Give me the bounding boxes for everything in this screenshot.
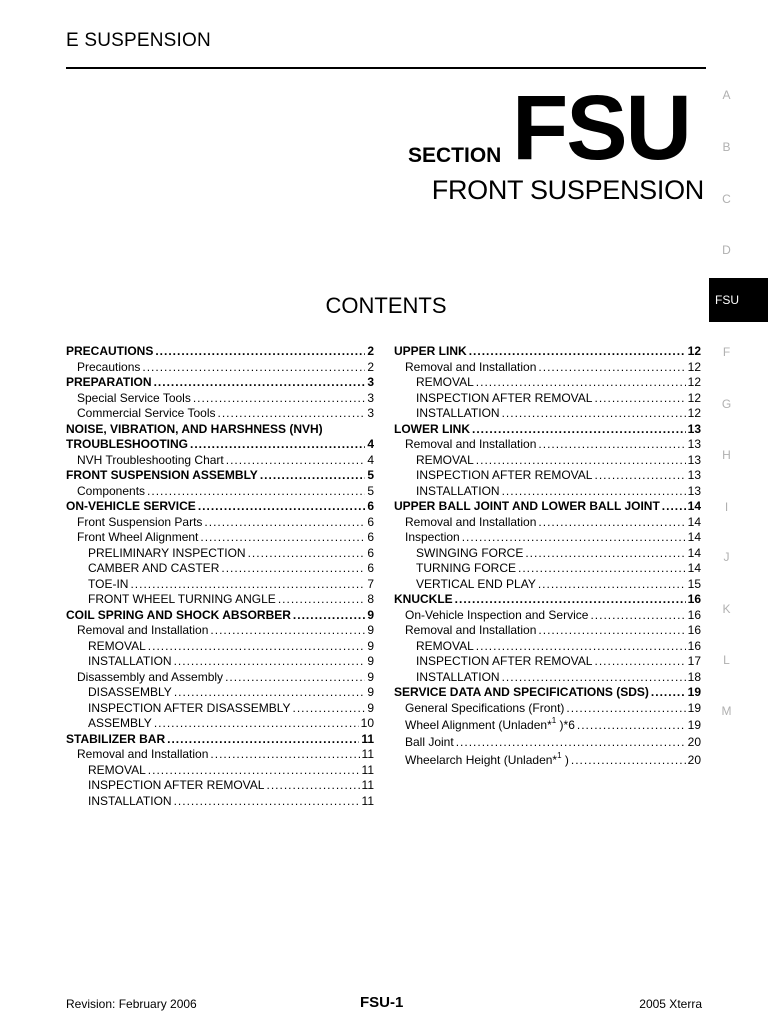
toc-entry[interactable] [394, 375, 701, 391]
dot-leader [502, 406, 686, 422]
toc-page-number: 9 [367, 685, 374, 699]
toc-page-number: 13 [687, 468, 701, 482]
toc-page-number: 3 [367, 375, 374, 389]
dot-leader [174, 794, 360, 810]
toc-entry-label: On-Vehicle Inspection and Service [405, 607, 589, 622]
dot-leader [518, 561, 686, 577]
toc-entry-label: Wheel Alignment (Unladen*$^1$ )*6 [405, 716, 575, 732]
dot-leader [571, 752, 686, 769]
toc-page-number: 9 [367, 638, 374, 653]
toc-entry-label: REMOVAL [88, 638, 146, 653]
toc-entry[interactable] [394, 670, 701, 686]
toc-page-number: 17 [687, 654, 701, 668]
dot-leader [662, 499, 686, 515]
toc-entry-label: INSTALLATION [416, 483, 500, 498]
toc-entry-label: Ball Joint [405, 735, 454, 749]
toc-page-number: 15 [687, 576, 701, 591]
toc-entry[interactable] [394, 685, 701, 701]
side-tab[interactable]: B [722, 140, 731, 154]
dot-leader [566, 701, 685, 717]
toc-page-number: 19 [687, 718, 701, 732]
toc-entry-label: FRONT WHEEL TURNING ANGLE [88, 592, 276, 606]
toc-entry-label: INSPECTION AFTER REMOVAL [416, 654, 593, 668]
dot-leader [148, 639, 366, 655]
toc-left-column [66, 344, 374, 809]
toc-page-number: 13 [687, 437, 701, 451]
toc-page-number: 9 [367, 654, 374, 668]
toc-entry[interactable] [66, 794, 374, 810]
toc-entry[interactable] [66, 344, 374, 360]
footer-page-id: FSU-1 [360, 994, 404, 1011]
toc-entry[interactable] [66, 391, 374, 407]
toc-entry-label: REMOVAL [416, 452, 474, 467]
dot-leader [577, 717, 686, 734]
page-header-title: E SUSPENSION [66, 30, 211, 51]
side-tab[interactable]: L [723, 653, 730, 667]
toc-page-number: 6 [367, 514, 374, 529]
toc-page-number: 16 [687, 623, 701, 637]
toc-entry-label: Removal and Installation [405, 623, 537, 637]
toc-entry[interactable] [394, 437, 701, 453]
toc-entry-label: TROUBLESHOOTING [66, 437, 188, 451]
toc-page-number: 13 [687, 483, 701, 498]
footnote-marker: 1 [551, 716, 557, 725]
toc-entry-label: STABILIZER BAR [66, 731, 166, 746]
dot-leader [476, 639, 686, 655]
section-name: FRONT SUSPENSION [431, 175, 704, 205]
toc-entry[interactable] [394, 360, 701, 376]
toc-page-number: 5 [367, 483, 374, 498]
dot-leader [462, 530, 686, 546]
dot-leader [590, 608, 685, 624]
dot-leader [469, 344, 686, 360]
toc-entry[interactable] [394, 608, 701, 624]
toc-entry-label: SERVICE DATA AND SPECIFICATIONS (SDS) [394, 685, 649, 699]
dot-leader [190, 437, 365, 453]
toc-entry-label: VERTICAL END PLAY [416, 576, 536, 591]
toc-entry[interactable] [66, 592, 374, 608]
footnote-marker: 1 [557, 750, 562, 760]
toc-entry-label: NVH Troubleshooting Chart [77, 452, 224, 467]
dot-leader [154, 716, 359, 732]
dot-leader [651, 685, 686, 701]
toc-entry-label: General Specifications (Front) [405, 700, 565, 715]
side-tab-active[interactable]: FSU [709, 278, 768, 322]
toc-entry-label: TURNING FORCE [416, 561, 516, 575]
toc-entry-label: REMOVAL [88, 762, 146, 777]
dot-leader [293, 701, 366, 717]
toc-entry[interactable] [66, 453, 374, 469]
toc-entry-label: INSPECTION AFTER REMOVAL [88, 778, 265, 792]
header-rule [66, 67, 706, 69]
dot-leader [193, 391, 365, 407]
dot-leader [147, 484, 365, 500]
toc-page-number: 12 [687, 344, 701, 358]
section-code: FSU [512, 77, 690, 179]
toc-entry[interactable] [394, 422, 701, 438]
toc-entry[interactable] [394, 484, 701, 500]
toc-page-number: 7 [367, 576, 374, 591]
toc-entry[interactable] [394, 406, 701, 422]
toc-entry[interactable] [66, 716, 374, 732]
toc-page-number: 9 [367, 700, 374, 715]
toc-entry-label: Removal and Installation [77, 747, 209, 761]
toc-page-number: 13 [687, 421, 701, 436]
side-tab[interactable]: K [722, 602, 731, 616]
dot-leader [248, 546, 366, 562]
toc-entry[interactable] [66, 375, 374, 391]
dot-leader [293, 608, 365, 624]
toc-entry[interactable] [394, 546, 701, 562]
dot-leader [476, 453, 686, 469]
toc-entry[interactable] [66, 484, 374, 500]
dot-leader [594, 391, 685, 407]
dot-leader [538, 437, 685, 453]
toc-page-number: 14 [687, 545, 701, 560]
toc-entry[interactable] [394, 468, 701, 484]
toc-entry-label: Disassembly and Assembly [77, 669, 224, 684]
toc-entry[interactable] [394, 623, 701, 639]
toc-entry[interactable] [66, 561, 374, 577]
toc-entry-label: ASSEMBLY [88, 716, 152, 730]
toc-entry-label: ON-VEHICLE SERVICE [66, 499, 196, 513]
toc-entry-label: INSPECTION AFTER DISASSEMBLY [88, 700, 291, 715]
toc-entry-label: PREPARATION [66, 375, 152, 389]
toc-page-number: 11 [361, 747, 374, 761]
toc-entry[interactable] [66, 732, 374, 748]
toc-page-number: 11 [361, 762, 374, 777]
dot-leader [167, 732, 359, 748]
toc-entry[interactable] [66, 639, 374, 655]
toc-entry-label: Precautions [77, 359, 141, 374]
toc-entry-label: COIL SPRING AND SHOCK ABSORBER [66, 607, 291, 622]
toc-entry-label: Inspection [405, 530, 460, 544]
dot-leader [210, 623, 365, 639]
toc-page-number: 2 [367, 359, 374, 374]
toc-entry[interactable] [394, 592, 701, 608]
toc-entry[interactable] [394, 453, 701, 469]
toc-entry[interactable] [394, 344, 701, 360]
toc-entry-label: INSPECTION AFTER REMOVAL [416, 468, 593, 482]
toc-entry-label: Wheelarch Height (Unladen*$^1$ ) [405, 750, 569, 767]
toc-entry[interactable] [66, 778, 374, 794]
footer-revision: Revision: February 2006 [66, 997, 197, 1011]
footer-model: 2005 Xterra [639, 997, 702, 1011]
toc-entry[interactable] [66, 747, 374, 763]
toc-entry-label: PRECAUTIONS [66, 344, 154, 358]
dot-leader [538, 623, 685, 639]
toc-entry[interactable] [66, 577, 374, 593]
toc-entry-label: INSTALLATION [416, 669, 500, 684]
toc-entry-label: LOWER LINK [394, 421, 470, 436]
toc-page-number: 12 [687, 390, 701, 405]
toc-entry[interactable] [394, 717, 701, 734]
dot-leader [130, 577, 365, 593]
toc-entry[interactable] [394, 530, 701, 546]
dot-leader [594, 468, 685, 484]
toc-page-number: 12 [687, 375, 701, 389]
dot-leader [225, 670, 365, 686]
toc-entry-label: Removal and Installation [405, 514, 537, 529]
dot-leader [154, 375, 366, 391]
toc-page-number: 16 [687, 607, 701, 622]
toc-page-number: 16 [687, 592, 701, 606]
dot-leader [502, 670, 686, 686]
dot-leader [456, 735, 686, 751]
toc-entry[interactable] [66, 608, 374, 624]
toc-entry[interactable] [66, 499, 374, 515]
toc-entry-label: KNUCKLE [394, 592, 453, 606]
toc-entry-label: UPPER LINK [394, 344, 467, 358]
side-tab[interactable]: I [724, 500, 729, 514]
toc-entry-label: INSTALLATION [88, 654, 172, 668]
toc-entry-label: Front Suspension Parts [77, 514, 203, 529]
toc-right-column [394, 344, 701, 770]
dot-leader [142, 360, 365, 376]
toc-entry-label: SWINGING FORCE [416, 545, 524, 560]
toc-entry[interactable] [66, 623, 374, 639]
toc-page-number: 9 [367, 623, 374, 637]
dot-leader [538, 515, 685, 531]
toc-page-number: 6 [367, 545, 374, 560]
toc-page-number: 14 [687, 514, 701, 529]
toc-entry[interactable] [66, 530, 374, 546]
toc-page-number: 11 [361, 793, 374, 808]
toc-entry[interactable] [394, 561, 701, 577]
dot-leader [226, 453, 366, 469]
dot-leader [174, 654, 366, 670]
toc-entry-label: Special Service Tools [77, 390, 191, 405]
side-tab[interactable]: M [721, 704, 732, 718]
dot-leader [148, 763, 360, 779]
toc-entry[interactable] [394, 735, 701, 751]
toc-page-number: 4 [367, 452, 374, 467]
toc-page-number: 19 [687, 700, 701, 715]
dot-leader [266, 778, 359, 794]
dot-leader [155, 344, 365, 360]
toc-entry[interactable] [394, 639, 701, 655]
toc-page-number: 8 [367, 592, 374, 606]
dot-leader [455, 592, 686, 608]
side-tab[interactable]: C [722, 192, 731, 206]
toc-entry[interactable] [66, 422, 374, 438]
dot-leader [174, 685, 366, 701]
toc-page-number: 14 [687, 530, 701, 544]
dot-leader [502, 484, 686, 500]
dot-leader [200, 530, 365, 546]
toc-entry-label: CAMBER AND CASTER [88, 561, 220, 575]
toc-page-number: 14 [687, 561, 701, 575]
toc-entry[interactable] [394, 577, 701, 593]
toc-page-number: 12 [687, 359, 701, 374]
toc-entry[interactable] [66, 701, 374, 717]
toc-page-number: 6 [367, 499, 374, 513]
toc-page-number: 19 [687, 685, 701, 699]
toc-page-number: 11 [361, 731, 374, 746]
toc-entry[interactable] [66, 546, 374, 562]
toc-entry-label: Removal and Installation [405, 359, 537, 374]
toc-entry[interactable] [394, 515, 701, 531]
toc-page-number: 9 [367, 669, 374, 684]
toc-entry-label: UPPER BALL JOINT AND LOWER BALL JOINT [394, 499, 660, 513]
toc-page-number: 10 [360, 716, 374, 730]
toc-entry-label: Removal and Installation [405, 437, 537, 451]
toc-entry-label: FRONT SUSPENSION ASSEMBLY [66, 468, 258, 482]
toc-page-number: 20 [687, 735, 701, 749]
toc-entry-label: PRELIMINARY INSPECTION [88, 545, 246, 560]
toc-page-number: 6 [367, 561, 374, 575]
toc-entry-label: DISASSEMBLY [88, 685, 172, 699]
toc-page-number: 9 [367, 607, 374, 622]
side-tab[interactable]: A [722, 88, 731, 102]
side-tab[interactable]: D [722, 243, 731, 257]
toc-entry-label: Removal and Installation [77, 623, 209, 637]
contents-title: CONTENTS [325, 293, 447, 318]
toc-entry[interactable] [66, 685, 374, 701]
dot-leader [278, 592, 366, 608]
toc-entry[interactable] [66, 670, 374, 686]
toc-entry[interactable] [66, 654, 374, 670]
dot-leader [472, 422, 686, 438]
toc-entry[interactable] [66, 468, 374, 484]
toc-entry[interactable] [66, 763, 374, 779]
toc-page-number: 3 [367, 406, 374, 420]
toc-entry-label: NOISE, VIBRATION, AND HARSHNESS (NVH) [66, 421, 323, 436]
toc-page-number: 3 [367, 390, 374, 405]
toc-page-number: 20 [687, 752, 701, 767]
toc-entry[interactable] [66, 406, 374, 422]
toc-page-number: 13 [687, 452, 701, 467]
toc-entry-label: INSPECTION AFTER REMOVAL [416, 390, 593, 405]
toc-entry[interactable] [394, 654, 701, 670]
toc-entry-label: REMOVAL [416, 375, 474, 389]
toc-page-number: 4 [367, 437, 374, 451]
toc-entry[interactable] [394, 499, 701, 515]
side-tab[interactable]: H [722, 448, 731, 462]
toc-page-number: 2 [367, 344, 374, 358]
dot-leader [538, 577, 686, 593]
toc-entry-label: Front Wheel Alignment [77, 530, 199, 544]
toc-page-number: 18 [687, 669, 701, 684]
toc-entry[interactable] [66, 515, 374, 531]
toc-entry-label: TOE-IN [88, 576, 129, 591]
dot-leader [525, 546, 685, 562]
toc-entry-label: Commercial Service Tools [77, 406, 216, 420]
dot-leader [204, 515, 365, 531]
toc-page-number: 11 [361, 778, 374, 792]
dot-leader [476, 375, 686, 391]
toc-page-number: 6 [367, 530, 374, 544]
toc-entry-label: Components [77, 483, 146, 498]
toc-entry[interactable] [66, 360, 374, 376]
side-tab[interactable]: J [723, 550, 730, 564]
dot-leader [218, 406, 366, 422]
toc-entry-label: INSTALLATION [416, 406, 500, 420]
toc-entry-label: INSTALLATION [88, 793, 172, 808]
toc-entry[interactable] [394, 701, 701, 717]
dot-leader [221, 561, 365, 577]
toc-page-number: 12 [687, 406, 701, 420]
toc-page-number: 16 [687, 638, 701, 653]
toc-entry[interactable] [394, 752, 701, 769]
dot-leader [538, 360, 685, 376]
toc-entry-label: REMOVAL [416, 638, 474, 653]
dot-leader [594, 654, 685, 670]
dot-leader [210, 747, 359, 763]
side-tab[interactable]: G [721, 397, 732, 411]
toc-page-number: 14 [687, 499, 701, 513]
toc-entry[interactable] [394, 391, 701, 407]
section-label: SECTION [408, 144, 502, 167]
dot-leader [198, 499, 366, 515]
dot-leader [260, 468, 366, 484]
toc-entry[interactable] [66, 437, 374, 453]
side-tab[interactable]: F [722, 345, 731, 359]
toc-page-number: 5 [367, 468, 374, 482]
